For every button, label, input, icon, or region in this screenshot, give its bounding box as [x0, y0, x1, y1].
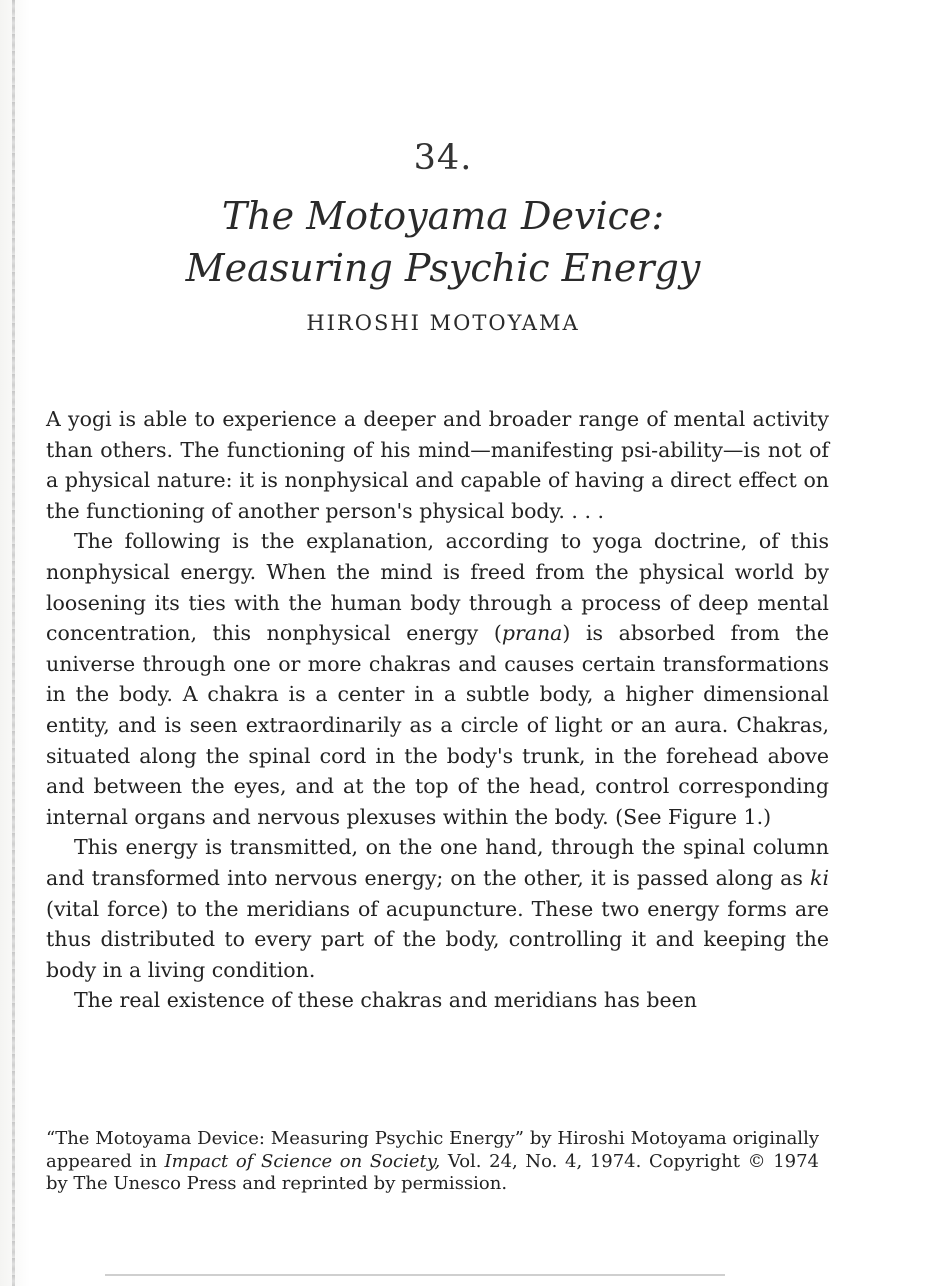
footnote-text-b: Vol. 24, No. 4, 1974. Copyright © 1974 by The Unesco Press and reprinted by permission.	[46, 1150, 819, 1194]
chapter-number: 34.	[413, 138, 473, 178]
chapter-title-line-2: Measuring Psychic Energy	[185, 246, 701, 290]
paragraph-3-text-b: (vital force) to the meridians of acupuncture. These two energy forms are thus distributed to every part of the body, controlling it and keeping the body in a living condition.	[46, 896, 829, 982]
paragraph-2-text-b: ) is absorbed from the universe through one or more chakras and causes certain transformations in the body. A chakra is a center in a subtle body, a higher dimensional entity, and is seen extraordinarily as a circle of light or an aura. Chakras, situated along the spinal cord in the body's trunk, in the forehead above and between the eyes, and at the top of the head, control corresponding internal organs and nervous plexuses within the body. (See Figure 1.)	[46, 621, 829, 829]
bottom-scan-rule	[105, 1274, 725, 1276]
paragraph-4: The real existence of these chakras and meridians has been	[74, 988, 697, 1013]
footnote-publication-title: Impact of Science on Society,	[164, 1150, 441, 1172]
paragraph-2-text-a: The following is the explanation, according to yoga doctrine, of this nonphysical energy. When the mind is freed from the physical world by loosening its ties with the human body through a process of deep mental concentration, this nonphysical energy (	[46, 529, 829, 646]
source-footnote	[46, 1128, 819, 1196]
article-body	[46, 404, 829, 1016]
footnote-text-a: “The Motoyama Device: Measuring Psychic Energy” by Hiroshi Motoyama originally appeared in	[46, 1128, 819, 1172]
paragraph-3	[46, 832, 829, 985]
paragraph-2	[46, 526, 829, 832]
paragraph-3-text-a: This energy is transmitted, on the one hand, through the spinal column and transformed into nervous energy; on the other, it is passed along as	[46, 835, 829, 890]
chapter-title	[0, 190, 886, 294]
chapter-title-line-1: The Motoyama Device:	[221, 194, 665, 238]
paragraph-1: A yogi is able to experience a deeper and broader range of mental activity than others. The functioning of his mind—manifesting psi-ability—is not of a physical nature: it is nonphysical and capable of having a direct effect on the functioning of another person's physical body. . . .	[46, 407, 829, 523]
paragraph-3-italic-term: ki	[810, 865, 829, 890]
author-name: HIROSHI MOTOYAMA	[306, 311, 580, 335]
paragraph-2-italic-term: prana	[501, 621, 563, 646]
